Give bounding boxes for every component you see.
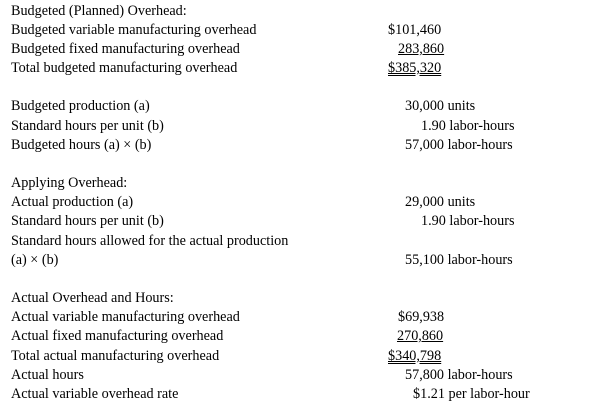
std-hours-allowed-label: Standard hours allowed for the actual production bbox=[11, 233, 289, 249]
budgeted-std-hours-value: 1.90 labor-hours bbox=[421, 118, 515, 134]
budgeted-hours-value: 57,000 labor-hours bbox=[405, 137, 513, 153]
actual-production-label: Actual production (a) bbox=[11, 194, 134, 210]
actual-production-value: 29,000 units bbox=[405, 194, 476, 210]
budgeted-std-hours-label: Standard hours per unit (b) bbox=[11, 118, 164, 134]
actual-variable-label: Actual variable manufacturing overhead bbox=[11, 309, 240, 325]
actual-fixed-value: 270,860 bbox=[397, 328, 444, 344]
actual-hours-label: Actual hours bbox=[11, 367, 84, 383]
actual-variable-value: $69,938 bbox=[398, 309, 445, 325]
budgeted-total-value: $385,320 bbox=[388, 60, 442, 76]
budgeted-total-label: Total budgeted manufacturing overhead bbox=[11, 60, 238, 76]
std-hours-allowed-value: 55,100 labor-hours bbox=[405, 252, 513, 268]
actual-total-value: $340,798 bbox=[388, 348, 442, 364]
budgeted-variable-value: $101,460 bbox=[388, 22, 442, 38]
budgeted-fixed-value: 283,860 bbox=[398, 41, 445, 57]
budgeted-fixed-label: Budgeted fixed manufacturing overhead bbox=[11, 41, 240, 57]
budgeted-hours-label: Budgeted hours (a) × (b) bbox=[11, 137, 152, 153]
actual-rate-label: Actual variable overhead rate bbox=[11, 386, 179, 402]
actual-total-label: Total actual manufacturing overhead bbox=[11, 348, 220, 364]
actual-hours-value: 57,800 labor-hours bbox=[405, 367, 513, 383]
budgeted-variable-label: Budgeted variable manufacturing overhead bbox=[11, 22, 257, 38]
applying-std-hours-value: 1.90 labor-hours bbox=[421, 213, 515, 229]
budgeted-heading: Budgeted (Planned) Overhead: bbox=[11, 3, 187, 19]
budgeted-production-value: 30,000 units bbox=[405, 98, 476, 114]
budgeted-production-label: Budgeted production (a) bbox=[11, 98, 150, 114]
applying-std-hours-label: Standard hours per unit (b) bbox=[11, 213, 164, 229]
applying-heading: Applying Overhead: bbox=[11, 175, 128, 191]
actual-rate-value: $1.21 per labor-hour bbox=[413, 386, 530, 402]
actual-fixed-label: Actual fixed manufacturing overhead bbox=[11, 328, 224, 344]
std-hours-allowed-formula: (a) × (b) bbox=[11, 252, 59, 268]
actual-heading: Actual Overhead and Hours: bbox=[11, 290, 174, 306]
